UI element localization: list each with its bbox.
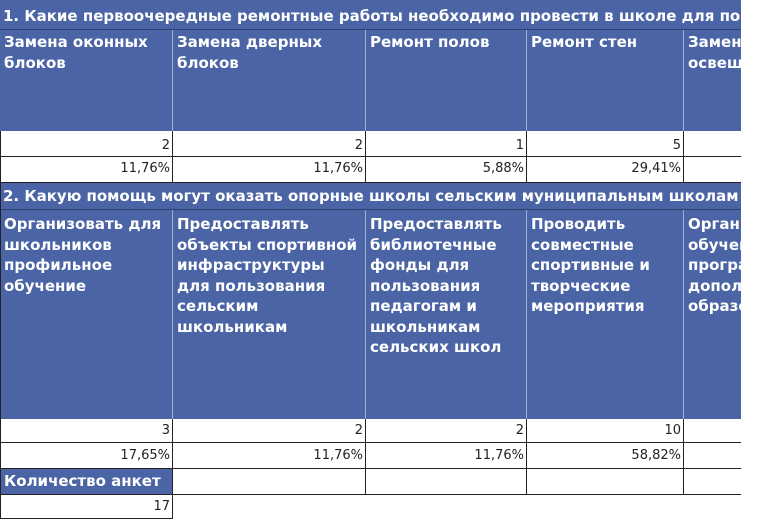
q2-count-cell[interactable]: 2 bbox=[366, 419, 527, 443]
q1-percent-cell[interactable] bbox=[684, 157, 741, 183]
q2-percent-cell[interactable]: 17,65% bbox=[0, 443, 173, 469]
empty-cell[interactable] bbox=[366, 469, 527, 495]
q2-header-library-funds[interactable]: Предоставлять библиотечные фонды для пользования педагогам и школьникам сельских школ bbox=[366, 210, 527, 419]
q2-percent-cell[interactable]: 11,76% bbox=[366, 443, 527, 469]
survey-count-value[interactable]: 17 bbox=[0, 495, 173, 519]
q2-title[interactable]: 2. Какую помощь могут оказать опорные школы сельским муниципальным школам bbox=[0, 183, 741, 210]
q1-title[interactable]: 1. Какие первоочередные ремонтные работы необходимо провести в школе для по bbox=[0, 0, 741, 30]
empty-cell[interactable] bbox=[527, 469, 684, 495]
q1-count-cell[interactable] bbox=[684, 131, 741, 157]
survey-count-label[interactable]: Количество анкет bbox=[0, 469, 173, 495]
q1-percent-cell[interactable]: 11,76% bbox=[0, 157, 173, 183]
q2-header-joint-events[interactable]: Проводить совместные спортивные и творческие мероприятия bbox=[527, 210, 684, 419]
q1-percent-cell[interactable]: 5,88% bbox=[366, 157, 527, 183]
q1-header-lighting[interactable]: Замена освещ bbox=[684, 30, 741, 131]
q2-count-cell[interactable]: 3 bbox=[0, 419, 173, 443]
q2-header-additional-education[interactable]: Организ обучени програм дополни образо bbox=[684, 210, 741, 419]
q2-percent-cell[interactable]: 58,82% bbox=[527, 443, 684, 469]
table-left-border bbox=[0, 131, 1, 519]
q2-percent-cell[interactable] bbox=[684, 443, 741, 469]
empty-cell[interactable] bbox=[684, 469, 741, 495]
q2-count-cell[interactable] bbox=[684, 419, 741, 443]
empty-cell[interactable] bbox=[173, 469, 366, 495]
q1-header-wall-repair[interactable]: Ремонт стен bbox=[527, 30, 684, 131]
q1-count-cell[interactable]: 1 bbox=[366, 131, 527, 157]
q1-header-window-blocks[interactable]: Замена оконных блоков bbox=[0, 30, 173, 131]
q1-count-cell[interactable]: 2 bbox=[173, 131, 366, 157]
q1-percent-cell[interactable]: 29,41% bbox=[527, 157, 684, 183]
q2-header-profile-education[interactable]: Организовать для школьников профильное обучение bbox=[0, 210, 173, 419]
q1-header-floor-repair[interactable]: Ремонт полов bbox=[366, 30, 527, 131]
q2-percent-cell[interactable]: 11,76% bbox=[173, 443, 366, 469]
q1-header-door-blocks[interactable]: Замена дверных блоков bbox=[173, 30, 366, 131]
q2-header-sports-infrastructure[interactable]: Предоставлять объекты спортивной инфраструктуры для пользования сельским школьникам bbox=[173, 210, 366, 419]
q1-count-cell[interactable]: 2 bbox=[0, 131, 173, 157]
q2-count-cell[interactable]: 10 bbox=[527, 419, 684, 443]
q1-count-cell[interactable]: 5 bbox=[527, 131, 684, 157]
q2-count-cell[interactable]: 2 bbox=[173, 419, 366, 443]
q1-percent-cell[interactable]: 11,76% bbox=[173, 157, 366, 183]
